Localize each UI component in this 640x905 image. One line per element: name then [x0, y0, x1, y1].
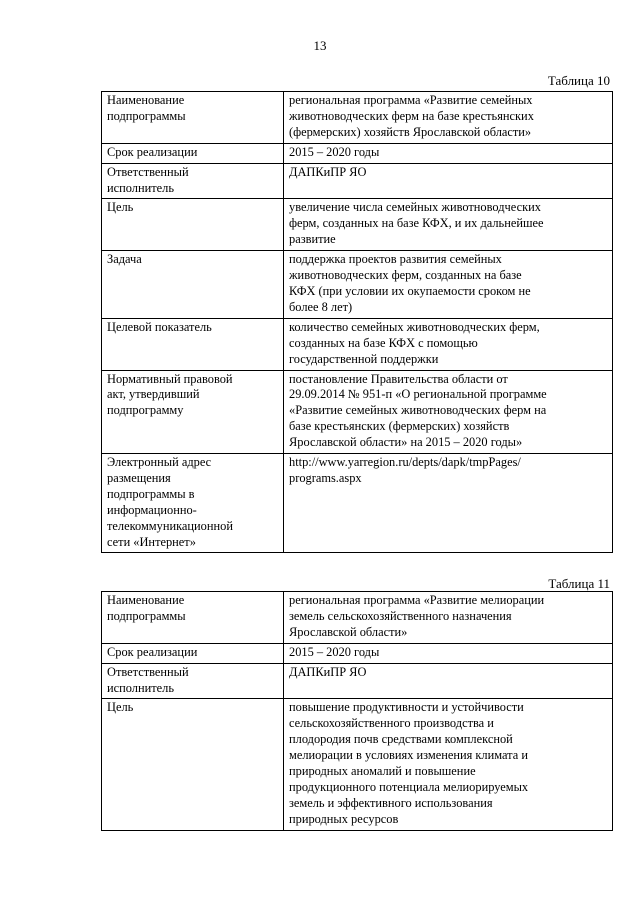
table-row [102, 699, 613, 830]
row-label-cell [102, 163, 284, 199]
row-value: увеличение числа семейных животноводческих ферм, созданных на базе КФХ, и их дальнейшее развитие [289, 200, 544, 247]
row-label-cell [102, 699, 284, 830]
row-value: постановление Правительства области от 29.09.2014 № 951-п «О региональной программе «Развитие семейных животноводческих ферм на базе крестьянских (фермерских) хозяйств Ярославской области» на 2015 – 2020 годы» [289, 371, 547, 450]
row-value: 2015 – 2020 годы [289, 644, 380, 659]
row-label-cell [102, 592, 284, 644]
table-row [102, 163, 613, 199]
row-value: ДАПКиПР ЯО [289, 164, 367, 179]
row-label: Электронный адрес размещения подпрограммы в информационно- телекоммуникационной сети «Интернет» [107, 455, 233, 549]
row-label-cell [102, 370, 284, 454]
row-label-cell [102, 318, 284, 370]
row-value-cell [284, 163, 613, 199]
row-label: Срок реализации [107, 144, 198, 159]
table-row [102, 199, 613, 251]
row-label-cell [102, 663, 284, 699]
row-value-cell [284, 251, 613, 319]
table-row [102, 663, 613, 699]
row-value-cell [284, 454, 613, 553]
row-value-url: http://www.yarregion.ru/depts/dapk/tmpPages/ programs.aspx [289, 455, 521, 485]
table-row [102, 592, 613, 644]
row-label: Цель [107, 200, 134, 215]
row-label-cell [102, 643, 284, 663]
table-10 [101, 91, 613, 553]
row-value-cell [284, 318, 613, 370]
row-label-cell [102, 454, 284, 553]
table-row [102, 251, 613, 319]
row-label: Срок реализации [107, 644, 198, 659]
row-label-cell [102, 199, 284, 251]
row-value: количество семейных животноводческих ферм, созданных на базе КФХ с помощью государственной поддержки [289, 319, 540, 366]
table-row [102, 643, 613, 663]
row-label: Ответственный исполнитель [107, 164, 189, 195]
page-number: 13 [313, 38, 327, 53]
row-label: Цель [107, 700, 134, 715]
row-value: региональная программа «Развитие семейных животноводческих ферм на базе крестьянских (фермерских) хозяйств Ярославской области» [289, 93, 534, 139]
table-row [102, 454, 613, 553]
row-value: региональная программа «Развитие мелиорации земель сельскохозяйственного назначения Ярославской области» [289, 593, 545, 639]
row-value: повышение продуктивности и устойчивости сельскохозяйственного производства и плодородия почв средствами комплексной мелиорации в условиях изменения климата и природных аномалий и повышение продукционного потенциала мелиорируемых земель и эффективного использования природных ресурсов [289, 700, 529, 826]
table-11 [101, 591, 613, 831]
table-row [102, 92, 613, 144]
row-label: Наименование подпрограммы [107, 593, 186, 623]
table-11-caption: Таблица 11 [548, 576, 610, 591]
row-value-cell [284, 143, 613, 163]
row-label: Нормативный правовой акт, утвердивший подпрограмму [107, 371, 233, 418]
row-value-cell [284, 592, 613, 644]
table-10-caption: Таблица 10 [547, 73, 610, 88]
row-label-cell [102, 92, 284, 144]
table-row [102, 318, 613, 370]
row-label: Наименование подпрограммы [107, 93, 186, 123]
row-value-cell [284, 643, 613, 663]
row-value-cell [284, 199, 613, 251]
table-row [102, 143, 613, 163]
row-value: поддержка проектов развития семейных животноводческих ферм, созданных на базе КФХ (при условии их окупаемости сроком не более 8 лет) [289, 252, 531, 314]
row-value: ДАПКиПР ЯО [289, 664, 367, 679]
row-label: Целевой показатель [107, 319, 212, 334]
row-label-cell [102, 143, 284, 163]
row-value-cell [284, 663, 613, 699]
row-value-cell [284, 92, 613, 144]
row-value-cell [284, 699, 613, 830]
row-label: Ответственный исполнитель [107, 664, 189, 695]
table-row [102, 370, 613, 454]
row-label: Задача [107, 252, 142, 267]
row-label-cell [102, 251, 284, 319]
row-value: 2015 – 2020 годы [289, 144, 380, 159]
row-value-cell [284, 370, 613, 454]
